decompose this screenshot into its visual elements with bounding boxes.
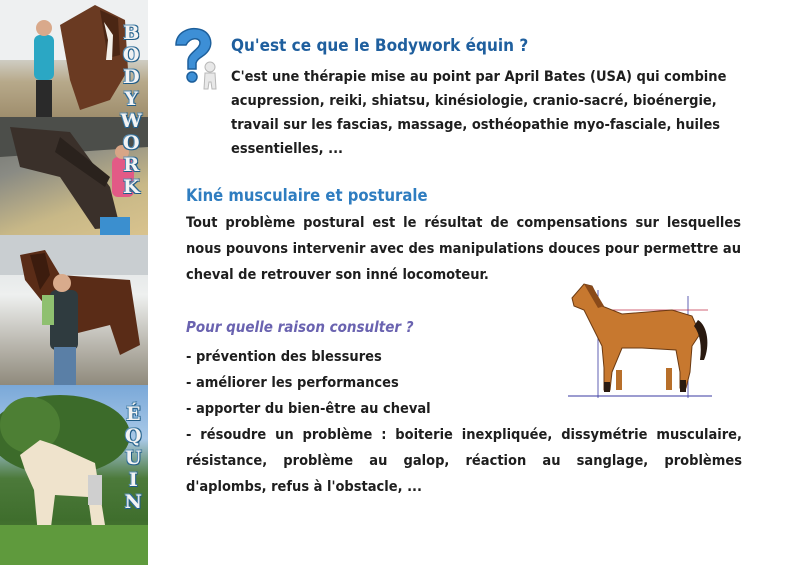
list-item: - résoudre un problème : boiterie inexpliquée, dissymétrie musculaire, résistance, problème au galop, réaction au sanglage, problèmes d'aplombs, refus à l'obstacle, ...: [186, 427, 742, 495]
side-letter: O: [123, 44, 140, 66]
side-letter: I: [128, 469, 138, 491]
vertical-word-equin: [125, 403, 142, 513]
section-title-bodywork: Qu'est ce que le Bodywork équin ?: [231, 36, 529, 56]
side-letter: O: [123, 132, 140, 154]
bodywork-description: C'est une thérapie mise au point par April Bates (USA) qui combine acupression, reiki, shiatsu, kinésiologie, cranio-sacré, bioénergie, travail sur les fascias, massage, osthéopathie myo-fasciale, huiles essentielles, ...: [231, 69, 727, 157]
reasons-list: [186, 344, 742, 500]
side-letter: N: [124, 491, 142, 513]
side-letter: D: [123, 66, 140, 88]
side-letter: W: [120, 110, 142, 132]
question-mark-figure-icon: [170, 27, 222, 97]
list-item: - améliorer les performances: [186, 375, 399, 391]
section-title-reasons: Pour quelle raison consulter ?: [186, 318, 414, 336]
side-letter: B: [123, 22, 140, 44]
side-letter: U: [125, 447, 142, 469]
vertical-word-bodywork: [121, 22, 142, 198]
kine-description: Tout problème postural est le résultat de compensations sur lesquelles nous pouvons intervenir avec des manipulations douces pour permettre au cheval de retrouver son inné locomoteur.: [186, 215, 741, 283]
list-item: - prévention des blessures: [186, 349, 382, 365]
side-letter: Y: [124, 88, 139, 110]
list-item: - apporter du bien-être au cheval: [186, 401, 431, 417]
section-title-kine: Kiné musculaire et posturale: [186, 186, 428, 205]
side-letter: Q: [125, 425, 142, 447]
photo-woman-hugging-horse: [0, 235, 148, 385]
side-letter: K: [123, 176, 140, 198]
side-letter: É: [126, 403, 141, 425]
side-letter: R: [123, 154, 140, 176]
photo-strip: [0, 0, 148, 565]
